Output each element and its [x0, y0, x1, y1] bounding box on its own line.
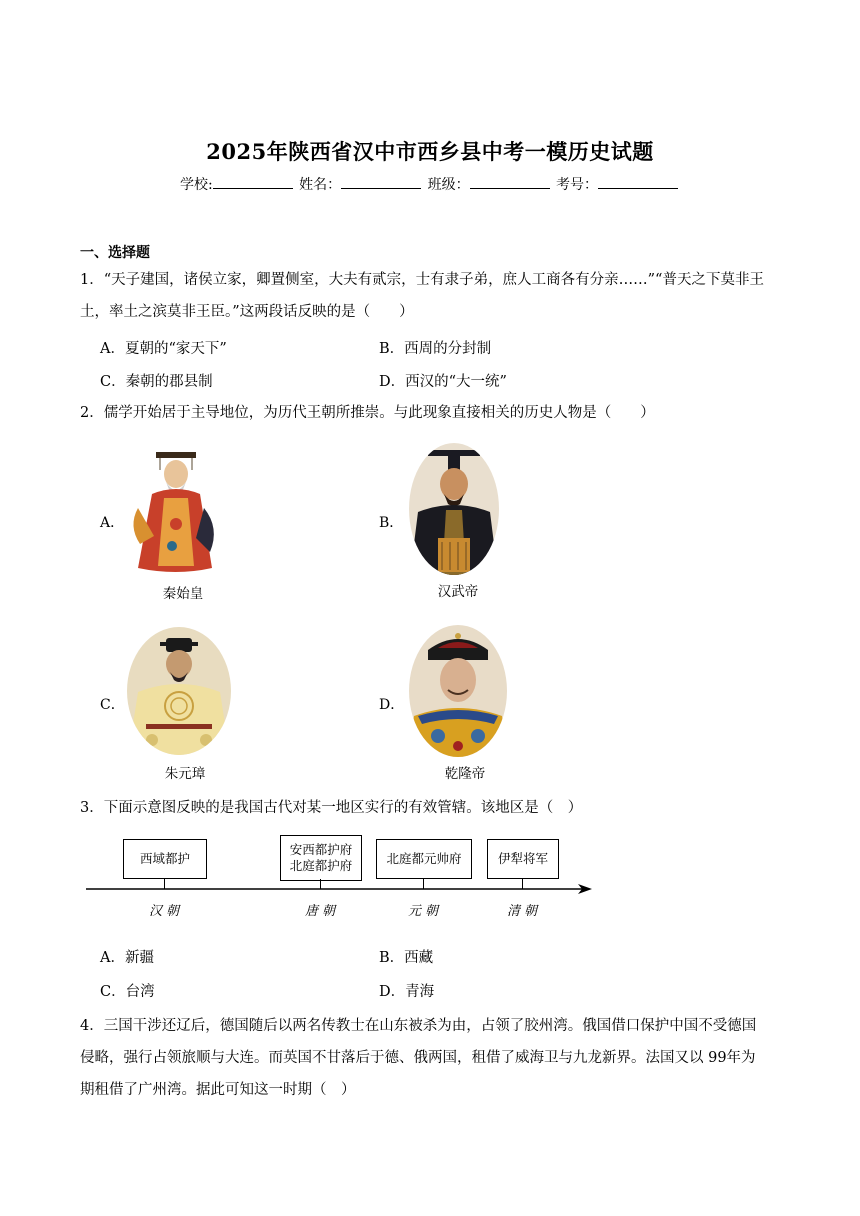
q2-caption-a: 秦始皇: [162, 586, 204, 602]
question-4-line-2: 侵略，强行占领旅顺与大连。而英国不甘落后于德、俄两国，租借了威海卫与九龙新界。法国又以 99年为: [80, 1050, 756, 1066]
section-heading: 一、选择题: [80, 245, 150, 261]
question-3: 3．下面示意图反映的是我国古代对某一地区实行的有效管辖。该地区是（ ）: [80, 800, 583, 816]
q1-option-d[interactable]: D．西汉的“大一统”: [379, 374, 507, 390]
student-info-line: [0, 174, 860, 194]
zhu-yuanzhang-portrait: [126, 626, 232, 756]
qin-shihuang-portrait: [124, 448, 224, 576]
q2-caption-d: 乾隆帝: [444, 766, 486, 782]
number-blank[interactable]: [598, 174, 678, 189]
q1-option-b[interactable]: B．西周的分封制: [379, 341, 492, 357]
question-4-line-3: 期租借了广州湾。据此可知这一时期（ ）: [80, 1082, 356, 1098]
number-label: 考号：: [556, 177, 599, 193]
page-title: 2025年陕西省汉中市西乡县中考一模历史试题: [206, 139, 654, 164]
q2-caption-c: 朱元璋: [164, 766, 206, 782]
era-han: 汉朝: [148, 904, 183, 919]
timeline-box-tang-line-2: 北庭都护府: [289, 858, 353, 873]
question-1-line-1: 1．“天子建国，诸侯立家，卿置侧室，大夫有贰宗，士有隶子弟，庶人工商各有分亲……”“普天之下莫非王: [80, 272, 764, 288]
timeline-box-tang-line-1: 安西都护府: [289, 842, 353, 857]
q2-option-d-label[interactable]: D．: [379, 697, 405, 713]
question-1-line-2: 土，率土之滨莫非王臣。”这两段话反映的是（ ）: [80, 304, 414, 320]
timeline-box-yuan: 北庭都元帅府: [376, 839, 472, 879]
q2-option-a-label[interactable]: A．: [100, 515, 125, 531]
timeline-box-tang: [280, 835, 362, 881]
class-label: 班级：: [427, 177, 470, 193]
han-wudi-portrait: [408, 442, 500, 576]
q1-option-a[interactable]: A．夏朝的“家天下”: [100, 341, 227, 357]
q1-option-c[interactable]: C．秦朝的郡县制: [100, 374, 213, 390]
era-tang: 唐朝: [304, 904, 339, 919]
question-4: [80, 1010, 786, 1106]
timeline-box-han: 西域都护: [123, 839, 207, 879]
era-qing: 清朝: [506, 904, 541, 919]
class-blank[interactable]: [470, 174, 550, 189]
school-blank[interactable]: [213, 174, 293, 189]
qianlong-portrait: [408, 624, 508, 758]
question-2: 2．儒学开始居于主导地位，为历代王朝所推崇。与此现象直接相关的历史人物是（ ）: [80, 405, 655, 421]
question-4-line-1: 4．三国干涉还辽后，德国随后以两名传教士在山东被杀为由，占领了胶州湾。俄国借口保护中国不受德国: [80, 1018, 757, 1034]
name-label: 姓名：: [299, 177, 342, 193]
q2-caption-b: 汉武帝: [437, 584, 479, 600]
timeline-box-qing: 伊犁将军: [487, 839, 559, 879]
era-yuan: 元朝: [407, 904, 442, 919]
name-blank[interactable]: [341, 174, 421, 189]
q2-option-c-label[interactable]: C．: [100, 697, 125, 713]
timeline-arrow: [80, 882, 595, 896]
timeline-diagram: [80, 830, 600, 920]
question-1: [80, 264, 786, 328]
school-label: 学校:: [179, 177, 213, 193]
q3-option-b[interactable]: B．西藏: [379, 950, 434, 966]
q3-option-c[interactable]: C．台湾: [100, 984, 155, 1000]
q3-option-a[interactable]: A．新疆: [100, 950, 154, 966]
q3-option-d[interactable]: D．青海: [379, 984, 435, 1000]
q2-option-b-label[interactable]: B．: [379, 515, 404, 531]
